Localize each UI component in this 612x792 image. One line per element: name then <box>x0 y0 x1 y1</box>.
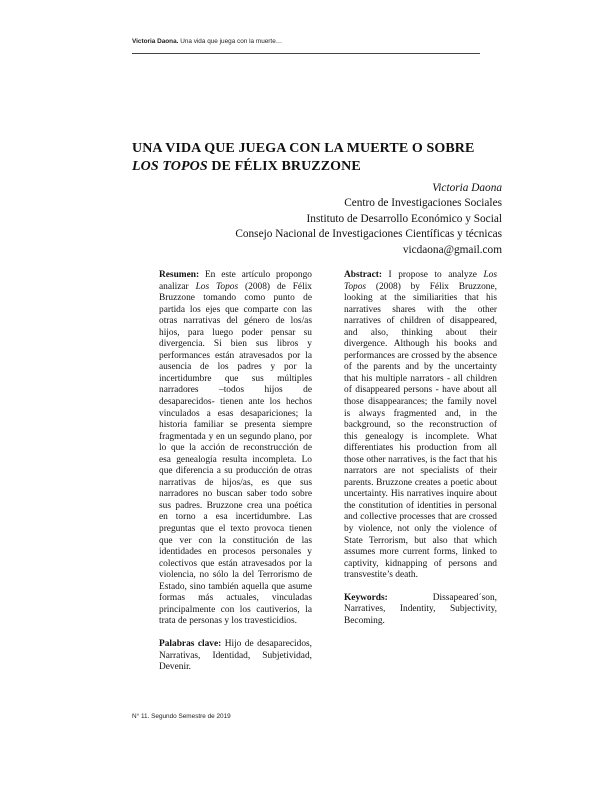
spanish-column <box>159 270 312 674</box>
author-name: Victoria Daona <box>432 182 502 194</box>
author-email: vicdaona@gmail.com <box>402 243 502 256</box>
keywords-text: Dissapeared´son, Narratives, Indentity, Subjectivity, Becoming. <box>344 592 497 626</box>
article-title-italic: LOS TOPOS <box>132 159 208 174</box>
resumen-paragraph <box>159 270 312 628</box>
english-column <box>344 270 497 627</box>
resumen-text-1: En este artículo propongo analizar <box>159 270 312 292</box>
abstract-text-2: (2008) by Félix Bruzzone, looking at the similiarities that his narratives shares with the other narratives of children of disappeared, and also, thinking about their divergence. Although his books and performances are crossed by the absence of the parents and by the uncertainty that his multiple narrators - all children of disappeared persons - have about all those disappearances; the family novel is always fragmented and, in the background, so the reconstruction of this genealogy is incomplete. What differentiates his production from all those other narratives, is the fact that his narrators are not specialists of their parents. Bruzzone creates a poetic about uncertainty. His narratives inquire about the constitution of identities in personal and collective processes that are crossed by violence, not only the violence of State Terrorism, but also that which assumes more current forms, linked to captivity, kidnapping of persons and transvestite’s death. <box>344 281 497 581</box>
running-header-title: Una vida que juega con la muerte… <box>178 38 283 45</box>
resumen-book-title: Los Topos <box>195 281 239 292</box>
article-title-line1: UNA VIDA QUE JUEGA CON LA MUERTE O SOBRE <box>132 141 475 156</box>
abstract-text-1: I propose to analyze <box>382 270 484 280</box>
running-header <box>132 38 282 45</box>
palabras-clave-text: Hijo de desaparecidos, Narrativas, Identidad, Subjetividad, Devenir. <box>159 638 312 673</box>
article-title <box>132 140 512 176</box>
page-footer: N° 11. Segundo Semestre de 2019 <box>132 713 231 720</box>
header-rule <box>132 53 480 54</box>
affiliation-line-1: Centro de Investigaciones Sociales <box>344 197 502 210</box>
author-affiliation <box>235 181 502 258</box>
resumen-text-2: (2008) de Félix Bruzzone tomando como punto de partida los ejes que comparte con las otras narrativas del género de los/as hijos, para luego poder pensar su divergencia. Si bien sus libros y performances están atravesados por la ausencia de los padres y por la incertidumbre que sus múltiples narradores –todos hijos de desaparecidos- tienen ante los hechos vinculados a esas desapariciones; la historia familiar se presenta siempre fragmentada y en un segundo plano, por lo que la acción de reconstrucción de esa genealogía resulta incompleta. Lo que diferencia a su producción de otras narrativas de hijos/as, es que sus narradores no buscan saber todo sobre sus padres. Bruzzone crea una poética en torno a esa incertidumbre. Las preguntas que el texto provoca tienen que ver con la constitución de las identidades en procesos personales y colectivos que están atravesados por la violencia, no sólo la del Terrorismo de Estado, sino también aquella que asume formas más actuales, vinculadas principalmente con los cautiverios, la trata de personas y los travesticidios. <box>159 281 312 627</box>
article-title-rest: DE FÉLIX BRUZZONE <box>207 159 361 174</box>
running-header-author: Victoria Daona. <box>132 38 179 45</box>
abstract-label: Abstract: <box>344 270 383 280</box>
palabras-clave-paragraph <box>159 639 312 674</box>
keywords-paragraph <box>344 593 497 628</box>
resumen-label: Resumen: <box>159 270 200 280</box>
keywords-label: Keywords: <box>344 592 388 603</box>
palabras-clave-label: Palabras clave: <box>159 638 222 649</box>
affiliation-line-3: Consejo Nacional de Investigaciones Científicas y técnicas <box>235 228 502 241</box>
affiliation-line-2: Instituto de Desarrollo Económico y Social <box>306 212 502 225</box>
abstract-paragraph <box>344 270 497 582</box>
abstract-book-title: Los Topos <box>344 270 497 292</box>
